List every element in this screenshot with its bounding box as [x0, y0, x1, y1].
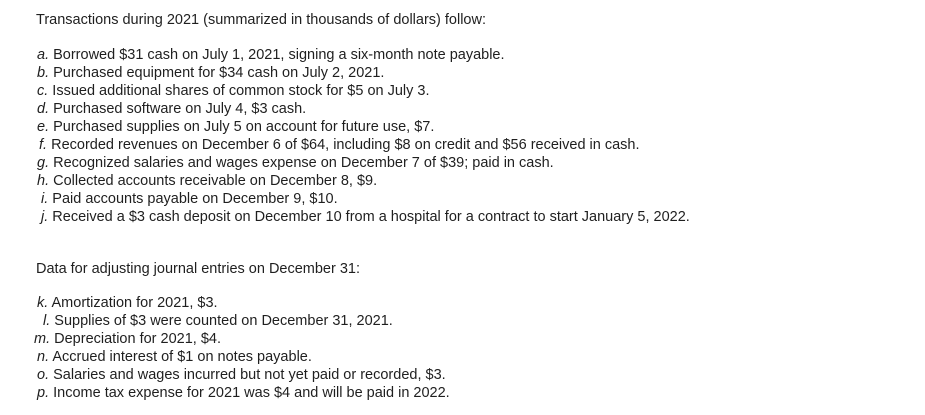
- item-letter: e.: [37, 119, 50, 135]
- adjustment-item-p: [37, 384, 450, 402]
- transaction-item-d: [37, 100, 306, 118]
- item-letter: a.: [37, 47, 50, 63]
- transaction-item-b: [37, 64, 384, 82]
- item-letter: l.: [43, 313, 51, 329]
- transaction-item-e: [37, 118, 434, 136]
- item-text: Borrowed $31 cash on July 1, 2021, signing a six-month note payable.: [49, 47, 505, 63]
- item-text: Purchased supplies on July 5 on account for future use, $7.: [49, 119, 435, 135]
- item-letter: k.: [37, 295, 49, 311]
- transaction-item-f: [39, 136, 640, 154]
- adjustment-item-m: [34, 330, 221, 348]
- item-text: Purchased software on July 4, $3 cash.: [49, 101, 307, 117]
- item-text: Collected accounts receivable on December 8, $9.: [49, 173, 378, 189]
- transaction-item-j: [41, 208, 690, 226]
- item-text: Accrued interest of $1 on notes payable.: [49, 349, 312, 365]
- item-text: Salaries and wages incurred but not yet paid or recorded, $3.: [49, 367, 446, 383]
- adjustments-heading: Data for adjusting journal entries on December 31:: [36, 261, 361, 277]
- item-text: Purchased equipment for $34 cash on July 2, 2021.: [49, 65, 385, 81]
- item-text: Received a $3 cash deposit on December 10 from a hospital for a contract to start January 5, 2022.: [48, 209, 690, 225]
- item-letter: j.: [41, 209, 49, 225]
- item-letter: g.: [37, 155, 50, 171]
- item-text: Recorded revenues on December 6 of $64, including $8 on credit and $56 received in cash.: [47, 137, 640, 153]
- item-text: Income tax expense for 2021 was $4 and will be paid in 2022.: [49, 385, 450, 401]
- item-letter: n.: [37, 349, 50, 365]
- transaction-item-a: [37, 46, 505, 64]
- transaction-item-h: [37, 172, 377, 190]
- transaction-item-g: [37, 154, 554, 172]
- adjustment-item-n: [37, 348, 312, 366]
- adjustment-item-o: [37, 366, 446, 384]
- item-text: Amortization for 2021, $3.: [48, 295, 218, 311]
- transactions-heading: Transactions during 2021 (summarized in thousands of dollars) follow:: [36, 12, 486, 28]
- item-letter: f.: [39, 137, 48, 153]
- item-letter: h.: [37, 173, 50, 189]
- item-text: Depreciation for 2021, $4.: [50, 331, 221, 347]
- adjustment-item-l: [43, 312, 393, 330]
- item-letter: c.: [37, 83, 49, 99]
- item-text: Paid accounts payable on December 9, $10.: [48, 191, 338, 207]
- item-letter: o.: [37, 367, 50, 383]
- item-letter: i.: [41, 191, 49, 207]
- item-text: Supplies of $3 were counted on December 31, 2021.: [50, 313, 393, 329]
- item-letter: p.: [37, 385, 50, 401]
- item-text: Issued additional shares of common stock for $5 on July 3.: [48, 83, 430, 99]
- transaction-item-c: [37, 82, 430, 100]
- item-letter: b.: [37, 65, 50, 81]
- item-letter: d.: [37, 101, 50, 117]
- item-letter: m.: [34, 331, 51, 347]
- transaction-item-i: [41, 190, 338, 208]
- adjustment-item-k: [37, 294, 218, 312]
- item-text: Recognized salaries and wages expense on December 7 of $39; paid in cash.: [49, 155, 554, 171]
